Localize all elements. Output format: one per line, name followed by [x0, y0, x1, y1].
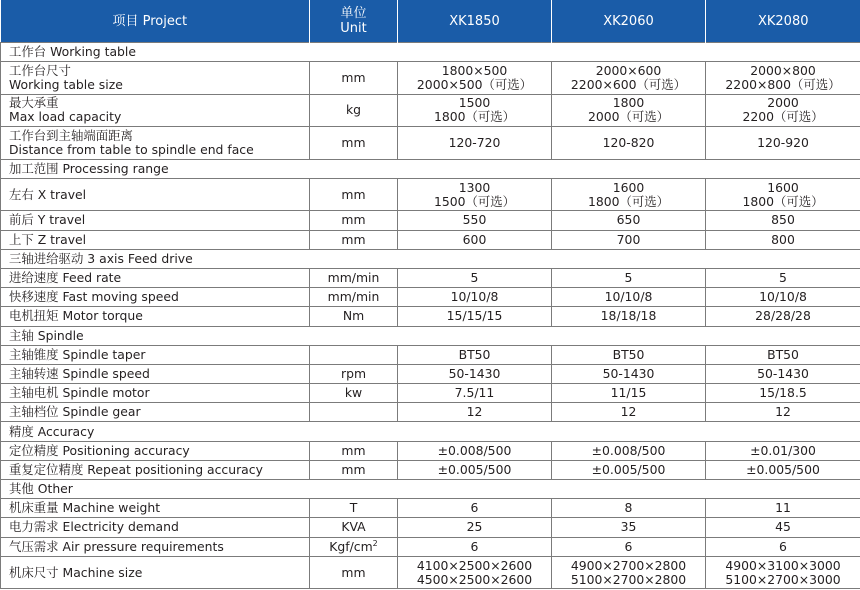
spec-value-line: 6	[470, 500, 479, 516]
spec-value	[552, 127, 706, 160]
spec-value	[552, 288, 706, 307]
section-row	[1, 422, 860, 441]
spec-value-line: 1800	[612, 95, 645, 111]
spec-unit-text: rpm	[340, 365, 367, 381]
spec-unit	[310, 288, 398, 307]
spec-value	[706, 345, 860, 364]
table-row	[1, 230, 860, 249]
spec-unit	[310, 499, 398, 518]
table-row	[1, 307, 860, 326]
spec-value-line: 50-1430	[448, 365, 501, 381]
spec-value	[398, 62, 552, 95]
spec-value	[706, 384, 860, 403]
spec-unit	[310, 178, 398, 211]
spec-value	[706, 403, 860, 422]
table-row	[1, 288, 860, 307]
spec-name: 主轴转速 Spindle speed	[1, 364, 310, 383]
spec-value	[552, 384, 706, 403]
table-row	[1, 499, 860, 518]
spec-value	[398, 499, 552, 518]
spec-unit-text: kw	[344, 385, 363, 401]
spec-value-line: 5100×2700×2800	[570, 571, 687, 587]
spec-value-line: 1300	[458, 179, 491, 195]
spec-name-en: Distance from table to spindle end face	[9, 141, 254, 157]
spec-value-line: 2000×600	[595, 62, 662, 78]
spec-value	[706, 499, 860, 518]
table-row	[1, 537, 860, 556]
table-row	[1, 178, 860, 211]
header-unit-cn: 单位	[340, 6, 367, 21]
table-row	[1, 268, 860, 287]
spec-value	[706, 556, 860, 589]
spec-value	[398, 460, 552, 479]
spec-value-line: 850	[771, 212, 795, 228]
spec-value-line: 1800（可选）	[433, 109, 516, 125]
header-project: 项目 Project	[1, 0, 310, 43]
spec-value	[552, 460, 706, 479]
spec-value-line: ±0.005/500	[437, 461, 512, 477]
spec-value-line: 5	[470, 270, 479, 286]
spec-value-line: 10/10/8	[450, 289, 499, 305]
table-row	[1, 127, 860, 160]
spec-value	[706, 62, 860, 95]
spec-value-line: 1800（可选）	[587, 193, 670, 209]
spec-name: 主轴电机 Spindle motor	[1, 384, 310, 403]
spec-unit	[310, 211, 398, 230]
spec-value-line: ±0.01/300	[750, 442, 816, 458]
spec-unit-text: mm/min	[327, 289, 380, 305]
spec-name: 定位精度 Positioning accuracy	[1, 441, 310, 460]
spec-value-line: 120-920	[757, 134, 809, 150]
spec-value-line: 1500（可选）	[433, 193, 516, 209]
table-row	[1, 94, 860, 127]
spec-value-line: 5	[624, 270, 633, 286]
spec-value	[706, 441, 860, 460]
spec-unit	[310, 62, 398, 95]
section-title: 三轴进给驱动 3 axis Feed drive	[1, 249, 860, 268]
table-row	[1, 211, 860, 230]
spec-value	[706, 288, 860, 307]
spec-value-line: 1800×500	[441, 62, 508, 78]
spec-value-line: 11/15	[610, 385, 647, 401]
spec-value	[398, 345, 552, 364]
spec-value-line: 50-1430	[602, 365, 655, 381]
spec-value-line: 45	[775, 519, 791, 535]
spec-value-line: ±0.008/500	[437, 442, 512, 458]
spec-value	[552, 364, 706, 383]
spec-name: 气压需求 Air pressure requirements	[1, 537, 310, 556]
spec-value-line: 15/18.5	[759, 385, 807, 401]
spec-value-line: 1500	[458, 95, 491, 111]
spec-value-line: 1600	[612, 179, 645, 195]
spec-name-en: Working table size	[9, 76, 123, 92]
spec-unit	[310, 94, 398, 127]
spec-value-line: 11	[775, 500, 791, 516]
spec-unit	[310, 556, 398, 589]
spec-value-line: 18/18/18	[600, 308, 657, 324]
spec-value-line: 2200（可选）	[742, 109, 824, 125]
spec-value	[706, 211, 860, 230]
header-model-3: XK2080	[706, 0, 860, 43]
spec-name-cn: 最大承重	[9, 95, 59, 111]
spec-unit-sup: 2	[372, 538, 378, 548]
spec-unit-text: mm	[341, 231, 366, 247]
spec-name: 机床重量 Machine weight	[1, 499, 310, 518]
spec-name-cn: 工作台尺寸	[9, 62, 71, 78]
table-row	[1, 460, 860, 479]
spec-value-line: 2000（可选）	[587, 109, 670, 125]
spec-name: 重复定位精度 Repeat positioning accuracy	[1, 460, 310, 479]
spec-value	[706, 230, 860, 249]
spec-name-cn: 工作台到主轴端面距离	[9, 127, 133, 143]
spec-value-line: 2000	[767, 95, 799, 111]
spec-value	[552, 499, 706, 518]
spec-name: 左右 X travel	[1, 178, 310, 211]
spec-value-line: 25	[466, 519, 483, 535]
spec-value-line: 50-1430	[757, 365, 809, 381]
spec-unit	[310, 364, 398, 383]
spec-value	[398, 268, 552, 287]
spec-value-line: 8	[624, 500, 633, 516]
spec-value	[706, 268, 860, 287]
spec-value-line: 4100×2500×2600	[416, 557, 533, 573]
header-unit-en: Unit	[340, 21, 367, 36]
table-row	[1, 441, 860, 460]
table-row	[1, 403, 860, 422]
spec-value	[398, 364, 552, 383]
spec-value	[552, 556, 706, 589]
spec-value-line: 12	[466, 404, 483, 420]
spec-value	[398, 518, 552, 537]
spec-unit	[310, 537, 398, 556]
section-row	[1, 43, 860, 62]
spec-value	[398, 127, 552, 160]
section-title: 精度 Accuracy	[1, 422, 860, 441]
section-title: 工作台 Working table	[1, 43, 860, 62]
table-row	[1, 384, 860, 403]
spec-unit-text: KVA	[341, 519, 366, 535]
spec-unit-text: kg	[345, 102, 362, 118]
spec-name	[1, 94, 310, 127]
spec-value	[552, 537, 706, 556]
spec-name	[1, 62, 310, 95]
spec-value-line: 1600	[767, 179, 799, 195]
spec-value	[398, 211, 552, 230]
spec-value	[552, 307, 706, 326]
spec-unit-text: mm	[341, 461, 366, 477]
spec-value-line: 15/15/15	[446, 308, 503, 324]
spec-value	[706, 518, 860, 537]
spec-value	[552, 230, 706, 249]
spec-name: 进给速度 Feed rate	[1, 268, 310, 287]
spec-unit-text: mm/min	[327, 270, 380, 286]
spec-value	[552, 62, 706, 95]
spec-name: 电机扭矩 Motor torque	[1, 307, 310, 326]
section-row	[1, 249, 860, 268]
spec-value-line: 4900×3100×3000	[725, 557, 841, 573]
spec-unit	[310, 441, 398, 460]
spec-name: 机床尺寸 Machine size	[1, 556, 310, 589]
spec-value-line: 120-820	[602, 134, 655, 150]
spec-value	[706, 127, 860, 160]
spec-value-line: 28/28/28	[755, 308, 811, 324]
spec-name: 快移速度 Fast moving speed	[1, 288, 310, 307]
spec-unit-text: mm	[341, 564, 366, 580]
section-title: 加工范围 Processing range	[1, 159, 860, 178]
spec-name: 上下 Z travel	[1, 230, 310, 249]
spec-value	[706, 460, 860, 479]
spec-value	[706, 94, 860, 127]
spec-value-line: ±0.005/500	[591, 461, 666, 477]
spec-name-en: Max load capacity	[9, 109, 122, 125]
spec-value-line: 600	[462, 231, 487, 247]
spec-value-line: 800	[771, 231, 795, 247]
spec-value-line: 2200×800（可选）	[725, 76, 841, 92]
spec-unit	[310, 127, 398, 160]
section-row	[1, 326, 860, 345]
spec-value-line: 10/10/8	[604, 289, 653, 305]
spec-unit-text: mm	[341, 212, 366, 228]
spec-value-line: 12	[775, 404, 791, 420]
header-model-2: XK2060	[552, 0, 706, 43]
spec-value-line: ±0.008/500	[591, 442, 666, 458]
spec-name: 前后 Y travel	[1, 211, 310, 230]
table-row	[1, 345, 860, 364]
spec-value	[706, 537, 860, 556]
spec-value	[398, 537, 552, 556]
spec-value-line: 5	[779, 270, 787, 286]
spec-unit	[310, 345, 398, 364]
spec-unit-text: Nm	[342, 308, 365, 324]
spec-value	[398, 94, 552, 127]
spec-value-line: 4900×2700×2800	[570, 557, 687, 573]
spec-unit	[310, 307, 398, 326]
spec-value	[398, 307, 552, 326]
spec-unit-text: Kgf/cm	[329, 538, 373, 554]
spec-unit	[310, 384, 398, 403]
spec-value-line: 2000×500（可选）	[416, 76, 533, 92]
spec-unit-text: mm	[341, 442, 366, 458]
table-row	[1, 364, 860, 383]
spec-value-line: 550	[462, 212, 487, 228]
spec-value	[552, 268, 706, 287]
spec-unit	[310, 403, 398, 422]
spec-unit	[310, 460, 398, 479]
spec-value	[552, 94, 706, 127]
spec-name: 主轴锥度 Spindle taper	[1, 345, 310, 364]
table-row	[1, 556, 860, 589]
spec-value-line: 2200×600（可选）	[570, 76, 687, 92]
spec-value	[552, 441, 706, 460]
spec-value-line: BT50	[458, 346, 491, 362]
spec-name: 电力需求 Electricity demand	[1, 518, 310, 537]
spec-value-line: 5100×2700×3000	[725, 571, 841, 587]
spec-value	[706, 364, 860, 383]
spec-value	[398, 288, 552, 307]
spec-value-line: 6	[779, 538, 787, 554]
section-row	[1, 480, 860, 499]
spec-unit-text: T	[349, 500, 358, 516]
spec-value-line: 35	[620, 519, 637, 535]
spec-value-line: 7.5/11	[454, 385, 495, 401]
spec-value-line: 4500×2500×2600	[416, 571, 533, 587]
section-title: 主轴 Spindle	[1, 326, 860, 345]
table-header-row	[1, 0, 860, 43]
spec-value-line: 6	[624, 538, 633, 554]
spec-value	[552, 518, 706, 537]
header-unit	[310, 0, 398, 43]
spec-value-line: 650	[616, 212, 641, 228]
spec-value	[552, 403, 706, 422]
spec-name: 主轴档位 Spindle gear	[1, 403, 310, 422]
spec-value	[398, 384, 552, 403]
spec-name	[1, 127, 310, 160]
spec-unit	[310, 518, 398, 537]
spec-value	[398, 230, 552, 249]
spec-value-line: BT50	[767, 346, 799, 362]
spec-value	[552, 178, 706, 211]
spec-value-line: 12	[620, 404, 637, 420]
spec-value	[706, 307, 860, 326]
spec-unit	[310, 230, 398, 249]
section-title: 其他 Other	[1, 480, 860, 499]
spec-value-line: 1800（可选）	[742, 193, 824, 209]
spec-value-line: ±0.005/500	[746, 461, 820, 477]
spec-value	[398, 441, 552, 460]
table-row	[1, 62, 860, 95]
table-row	[1, 518, 860, 537]
spec-value	[398, 178, 552, 211]
spec-unit-text: mm	[341, 186, 366, 202]
spec-value-line: 10/10/8	[759, 289, 807, 305]
spec-value	[706, 178, 860, 211]
spec-value-line: BT50	[612, 346, 645, 362]
spec-value	[552, 345, 706, 364]
spec-unit	[310, 268, 398, 287]
section-row	[1, 159, 860, 178]
spec-value-line: 700	[616, 231, 641, 247]
spec-value	[552, 211, 706, 230]
spec-value-line: 6	[470, 538, 479, 554]
spec-value	[398, 403, 552, 422]
spec-unit-text: mm	[341, 134, 366, 150]
spec-value-line: 2000×800	[750, 62, 816, 78]
header-model-1: XK1850	[398, 0, 552, 43]
spec-value	[398, 556, 552, 589]
spec-unit-text: mm	[341, 69, 366, 85]
spec-value-line: 120-720	[448, 134, 501, 150]
